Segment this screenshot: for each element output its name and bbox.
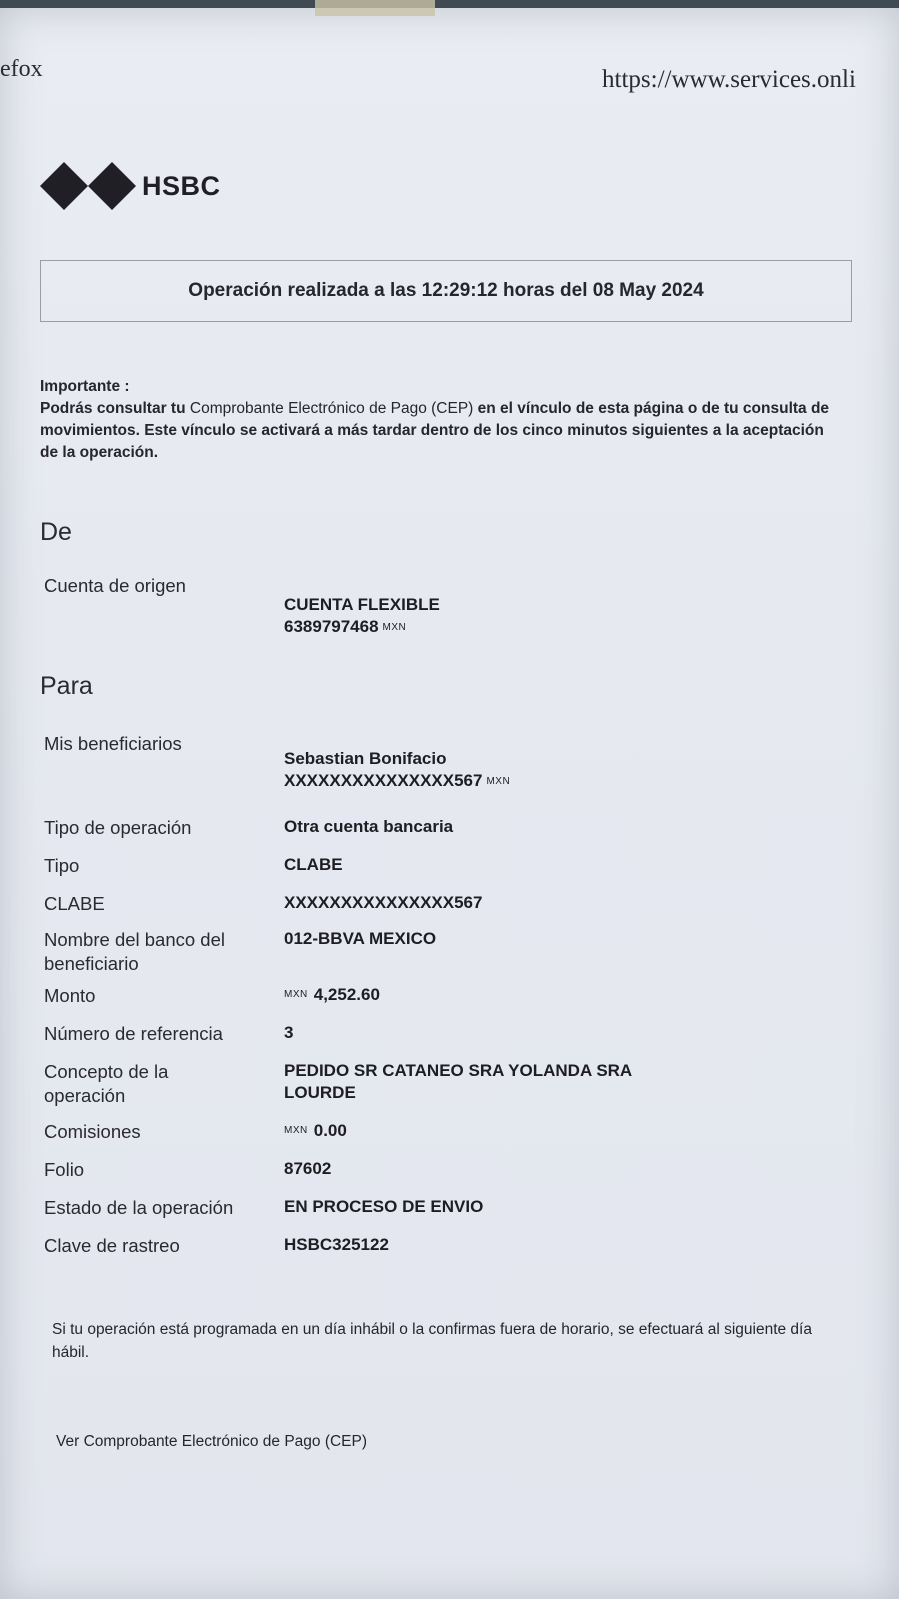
amount-label: Monto: [44, 985, 96, 1006]
operation-type-value: Otra cuenta bancaria: [284, 817, 454, 836]
beneficiary-account: XXXXXXXXXXXXXXX567: [284, 771, 483, 790]
origin-currency: MXN: [382, 621, 407, 633]
type-value: CLABE: [284, 855, 343, 874]
section-from-title: De: [40, 518, 72, 546]
important-body: en el vínculo de esta página o de tu consulta de movimientos. Este vínculo se activará a más tardar dentro de los cinco minutos siguientes a la aceptación de la operación.: [40, 400, 830, 461]
brand-name: HSBC: [142, 170, 221, 201]
important-notice: [40, 376, 840, 464]
fees-currency: MXN: [284, 1125, 308, 1136]
reference-value: 3: [284, 1023, 294, 1042]
origin-account-number: 6389797468: [284, 617, 379, 636]
confirmation-banner: [40, 260, 852, 322]
confirmation-text: Operación realizada a las 12:29:12 horas del 08 May 2024: [188, 280, 704, 301]
printed-page: [0, 8, 899, 1599]
photo-background-edge: [0, 0, 899, 8]
print-header-browser: efox: [0, 56, 43, 82]
clabe-label: CLABE: [44, 893, 105, 914]
cep-link[interactable]: Ver Comprobante Electrónico de Pago (CEP): [56, 1433, 368, 1450]
beneficiary-label: Mis beneficiarios: [44, 733, 182, 754]
photo-glare: [315, 0, 435, 16]
bank-name-label: Nombre del banco del beneficiario: [44, 929, 225, 974]
bank-name-value: 012-BBVA MEXICO: [284, 929, 437, 948]
origin-account-name: CUENTA FLEXIBLE: [284, 595, 440, 614]
clabe-value: XXXXXXXXXXXXXXX567: [284, 893, 483, 912]
beneficiary-currency: MXN: [486, 775, 511, 787]
concept-label: Concepto de la operación: [44, 1061, 169, 1106]
fees-number: 0.00: [313, 1121, 347, 1140]
fees-label: Comisiones: [44, 1121, 141, 1142]
print-header-url: https://www.services.onli: [602, 66, 856, 93]
amount-currency: MXN: [284, 989, 308, 1000]
concept-value: PEDIDO SR CATANEO SRA YOLANDA SRA LOURDE: [284, 1061, 632, 1102]
amount-number: 4,252.60: [313, 985, 380, 1004]
tracking-label: Clave de rastreo: [44, 1235, 180, 1256]
folio-value: 87602: [284, 1159, 332, 1178]
important-lead: Podrás consultar tu: [40, 400, 186, 417]
important-cep-link[interactable]: Comprobante Electrónico de Pago (CEP): [189, 400, 474, 417]
origin-account-label: Cuenta de origen: [44, 575, 186, 596]
status-value: EN PROCESO DE ENVIO: [284, 1197, 484, 1216]
fees-value: [284, 1120, 804, 1142]
beneficiary-value: [284, 748, 804, 793]
amount-value: [284, 984, 804, 1006]
status-label: Estado de la operación: [44, 1197, 234, 1218]
beneficiary-name: Sebastian Bonifacio: [284, 749, 447, 768]
hsbc-logo: [40, 162, 221, 210]
reference-label: Número de referencia: [44, 1023, 223, 1044]
important-title: Importante :: [40, 378, 130, 395]
tracking-value: HSBC325122: [284, 1235, 389, 1254]
operation-type-label: Tipo de operación: [44, 817, 192, 838]
schedule-note: Si tu operación está programada en un día inhábil o la confirmas fuera de horario, se efectuará al siguiente día hábil.: [52, 1321, 812, 1361]
hsbc-hexagon-icon: [40, 162, 136, 210]
origin-account-value: [284, 594, 804, 639]
type-label: Tipo: [44, 855, 80, 876]
folio-label: Folio: [44, 1159, 85, 1180]
section-to-title: Para: [40, 672, 93, 700]
